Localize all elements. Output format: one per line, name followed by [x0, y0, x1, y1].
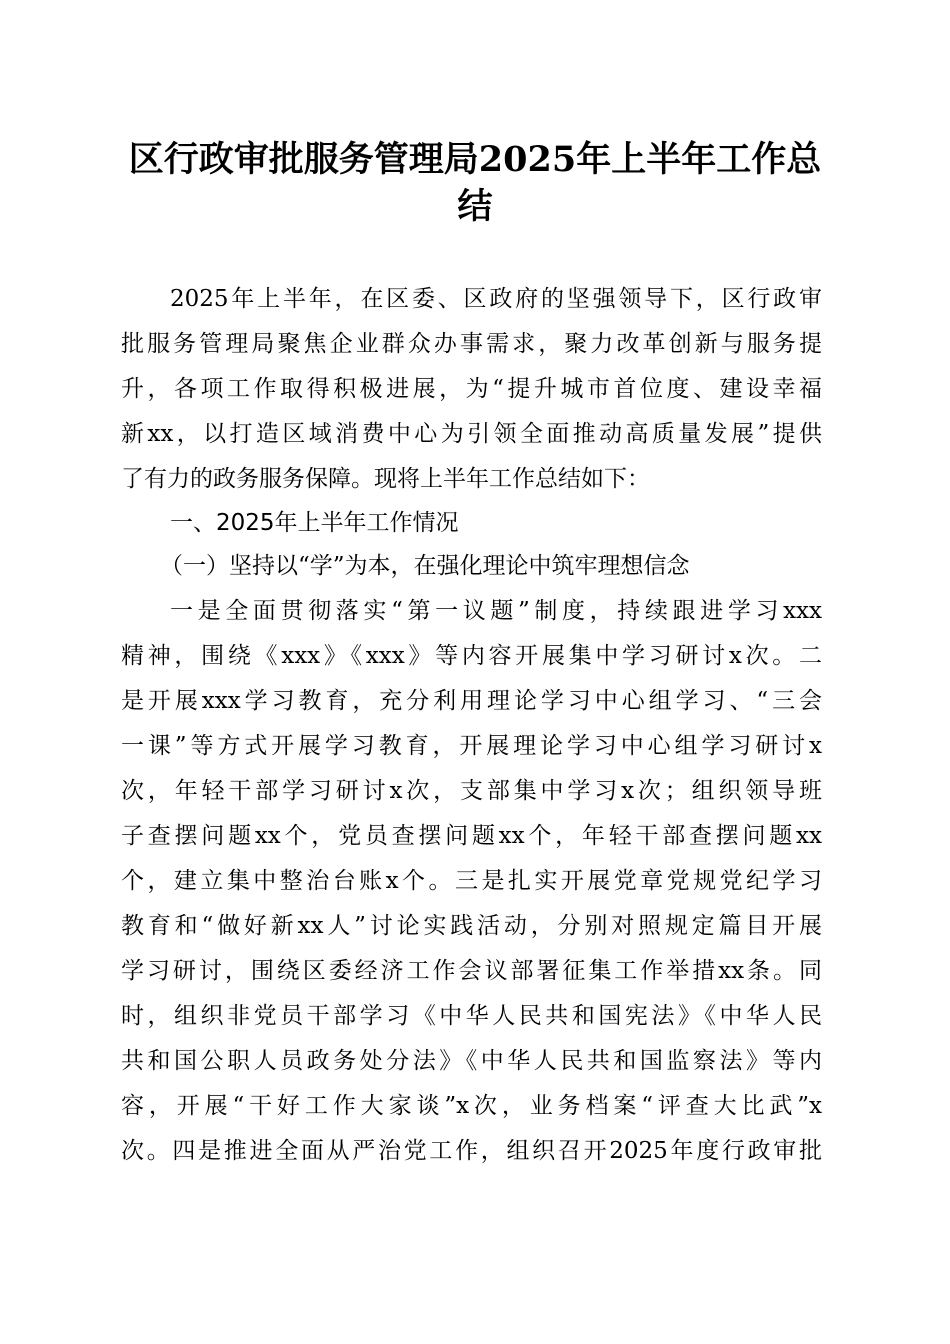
intro-line: 了有力的政务服务保障。现将上半年工作总结如下：: [121, 466, 650, 492]
body-line: 是开展xxx学习教育，充分利用理论学习中心组学习、“三会: [121, 688, 822, 714]
body-line: 次，年轻干部学习研讨x次，支部集中学习x次；组织领导班: [121, 778, 822, 804]
intro-line: 批服务管理局聚焦企业群众办事需求，聚力改革创新与服务提: [121, 331, 822, 357]
subsection-heading: （一）坚持以“学”为本，在强化理论中筑牢理想信念: [160, 553, 690, 579]
intro-line: 升，各项工作取得积极进展，为“提升城市首位度、建设幸福: [121, 376, 822, 402]
body-line: 一课”等方式开展学习教育，开展理论学习中心组学习研讨x: [121, 733, 822, 759]
body-line: 教育和“做好新xx人”讨论实践活动，分别对照规定篇目开展: [121, 913, 822, 939]
body-line: 个，建立集中整治台账x个。三是扎实开展党章党规党纪学习: [121, 868, 822, 894]
body-line: 一是全面贯彻落实“第一议题”制度，持续跟进学习xxx: [170, 598, 822, 624]
document-title-line-1: 区行政审批服务管理局2025年上半年工作总: [128, 139, 822, 180]
intro-line: 新xx，以打造区域消费中心为引领全面推动高质量发展”提供: [121, 421, 822, 447]
body-line: 子查摆问题xx个，党员查摆问题xx个，年轻干部查摆问题xx: [121, 823, 822, 849]
body-line: 共和国公职人员政务处分法》《中华人民共和国监察法》等内: [121, 1048, 822, 1074]
intro-line: 2025年上半年，在区委、区政府的坚强领导下，区行政审: [170, 286, 822, 312]
body-line: 时，组织非党员干部学习《中华人民共和国宪法》《中华人民: [121, 1003, 822, 1029]
body-line: 学习研讨，围绕区委经济工作会议部署征集工作举措xx条。同: [121, 958, 822, 984]
section-heading: 一、2025年上半年工作情况: [170, 510, 459, 536]
body-line: 容，开展“干好工作大家谈”x次，业务档案“评查大比武”x: [121, 1093, 822, 1119]
document-title-line-2: 结: [457, 186, 493, 227]
body-line: 次。四是推进全面从严治党工作，组织召开2025年度行政审批: [121, 1138, 822, 1164]
body-line: 精神，围绕《xxx》《xxx》等内容开展集中学习研讨x次。二: [121, 643, 822, 669]
